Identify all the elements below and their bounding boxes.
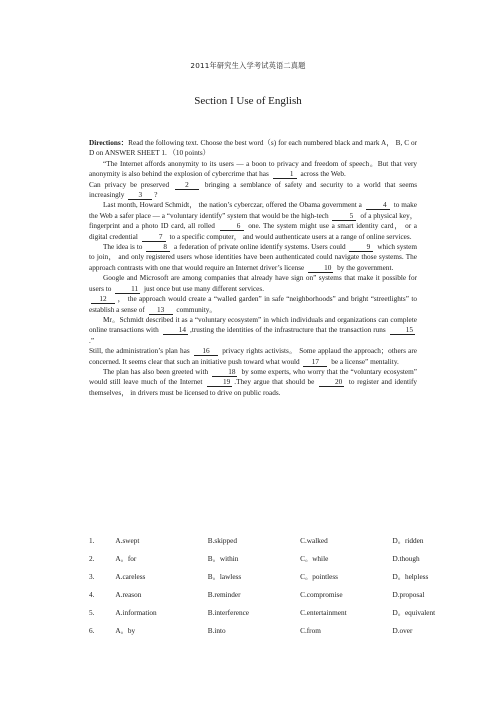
blank-16: 16 — [194, 347, 218, 356]
passage-paragraph-1 — [89, 159, 417, 180]
choice-row — [89, 586, 449, 604]
option-d: D.proposal — [392, 591, 425, 599]
option-c: C.entertainment — [300, 609, 347, 617]
passage-text: The plan has also been greeted with — [103, 367, 209, 376]
passage-text: to register and identify themselves， in drivers must be licensed to drive on public roads. — [89, 378, 418, 397]
passage-text: privacy rights activists。 Some applaud the approach；others are concerned. It seems clear that such an initiative push toward what would — [89, 347, 418, 366]
question-number: 1. — [89, 537, 95, 545]
blank-4: 4 — [366, 201, 390, 210]
passage-text: to a specific computer， and would authenticate users at a range of online services. — [169, 232, 412, 241]
passage-paragraph-2 — [89, 180, 417, 201]
choice-row — [89, 568, 449, 586]
passage-text: Last month, Howard Schmidt， the nation’s cyberczar, offered the Obama government a — [103, 201, 362, 210]
passage-text: be a license” mentality. — [331, 357, 399, 366]
directions-text: Read the following text. Choose the best word（s) for each numbered black and mark A， B, C or D on ANSWER SHEET 1. （10 points） — [89, 139, 417, 158]
passage-text: of a physical key， fingerprint and a photo ID card, all rolled — [89, 211, 418, 231]
blank-8: 8 — [146, 243, 170, 252]
option-c: C.from — [300, 627, 321, 635]
passage-paragraph-6 — [89, 294, 417, 315]
option-b: B。within — [207, 555, 239, 563]
passage-text: .” — [89, 336, 95, 345]
option-a: A.swept — [115, 537, 140, 545]
choice-row — [89, 622, 449, 640]
passage-text: one. The system might use a smart identity card， or a digital credential — [89, 222, 417, 241]
blank-5: 5 — [332, 212, 356, 221]
blank-10: 10 — [308, 264, 333, 273]
option-b: B.reminder — [207, 591, 241, 599]
passage-text: community。 — [176, 305, 217, 314]
question-number: 5. — [89, 609, 95, 617]
passage-body — [89, 138, 417, 398]
blank-14: 14 — [163, 326, 188, 335]
question-number: 6. — [89, 627, 95, 635]
option-a: A.reason — [115, 591, 142, 599]
answer-choices — [89, 532, 449, 640]
blank-19: 19 — [207, 378, 232, 387]
blank-9: 9 — [349, 243, 373, 252]
option-d: D。helpless — [392, 573, 429, 581]
blank-7: 7 — [142, 233, 166, 242]
passage-paragraph-9 — [89, 367, 417, 398]
choice-row — [89, 532, 449, 550]
choice-row — [89, 604, 449, 622]
blank-11: 11 — [115, 285, 140, 294]
passage-text: ? — [154, 191, 158, 200]
option-b: B.interference — [207, 609, 250, 617]
question-number: 2. — [89, 555, 95, 563]
option-a: A.careless — [115, 573, 146, 581]
passage-text: ， the approach would create a “walled garden” in safe “neighborhoods” and bright “streetlights” to establish a sense of — [89, 295, 417, 314]
option-c: C.compromise — [300, 591, 343, 599]
passage-text: which system to join， and only registered users whose identities have been authenticated could navigate those systems. The approach contrasts with one that would require an Internet driver’s license — [89, 243, 418, 272]
option-b: B.into — [207, 627, 226, 635]
passage-paragraph-3 — [89, 200, 417, 242]
section-title: Section I Use of English — [194, 95, 302, 107]
blank-3: 3 — [128, 191, 152, 200]
blank-2: 2 — [175, 181, 199, 190]
passage-text: bringing a semblance of safety and security to a world that seems increasingly — [89, 180, 418, 200]
blank-1: 1 — [273, 170, 297, 179]
passage-text: Can privacy be preserved — [89, 180, 170, 189]
blank-20: 20 — [319, 378, 344, 387]
passage-text: a federation of private online identify systems. Users could — [174, 243, 346, 252]
passage-text: to make the Web a safer place — a “voluntary identify” system that would be the high-tech — [89, 201, 417, 220]
option-d: D.over — [392, 627, 413, 635]
passage-text: The idea is to — [103, 243, 143, 252]
passage-text: across the Web. — [300, 170, 346, 179]
passage-text: just once but use many different services. — [143, 284, 265, 293]
passage-text: Google and Microsoft are among companies that already have sign on” systems that make it possible for users to — [89, 274, 417, 293]
question-number: 3. — [89, 573, 95, 581]
option-d: D。equivalent — [392, 609, 436, 617]
option-d: D。ridden — [392, 537, 424, 545]
blank-15: 15 — [390, 326, 415, 335]
option-a: A。for — [115, 555, 137, 563]
option-d: D.though — [392, 555, 420, 563]
blank-6: 6 — [220, 222, 244, 231]
question-number: 4. — [89, 591, 95, 599]
blank-17: 17 — [303, 358, 327, 367]
passage-text: .They argue that should be — [234, 378, 315, 387]
passage-paragraph-7 — [89, 315, 417, 346]
passage-paragraph-4 — [89, 242, 417, 273]
option-b: B。lawless — [207, 573, 242, 581]
directions-paragraph — [89, 138, 417, 159]
passage-paragraph-8 — [89, 346, 417, 367]
option-b: B.skipped — [207, 537, 237, 545]
passage-text: by some experts, who worry that the “voluntary ecosystem” would still leave much of the Internet — [89, 367, 417, 387]
passage-text: Still, the administration’s plan has — [89, 347, 190, 356]
passage-text: “The Internet affords anonymity to its users — a boon to privacy and freedom of speech。But that very anonymity is also behind the explosion of cybercrime that has — [89, 159, 417, 179]
option-c: C。pointless — [300, 573, 338, 581]
blank-12: 12 — [91, 295, 115, 304]
passage-text: Mr。Schmidt described it as a “voluntary ecosystem” in which individuals and organizations can complete online transactions with — [89, 315, 417, 335]
passage-paragraph-5 — [89, 273, 417, 294]
passage-text: by the government. — [337, 263, 394, 272]
option-a: A.information — [115, 609, 157, 617]
blank-18: 18 — [212, 368, 237, 377]
directions-label: Directions： — [89, 139, 129, 147]
option-c: C。while — [300, 555, 329, 563]
passage-text: ,trusting the identities of the infrastructure that the transaction runs — [190, 326, 386, 335]
blank-13: 13 — [149, 306, 173, 315]
option-c: C.walked — [300, 537, 328, 545]
choice-row — [89, 550, 449, 568]
option-a: A。by — [115, 627, 136, 635]
document-title: 2011年研究生入学考试英语二真题 — [190, 61, 306, 70]
